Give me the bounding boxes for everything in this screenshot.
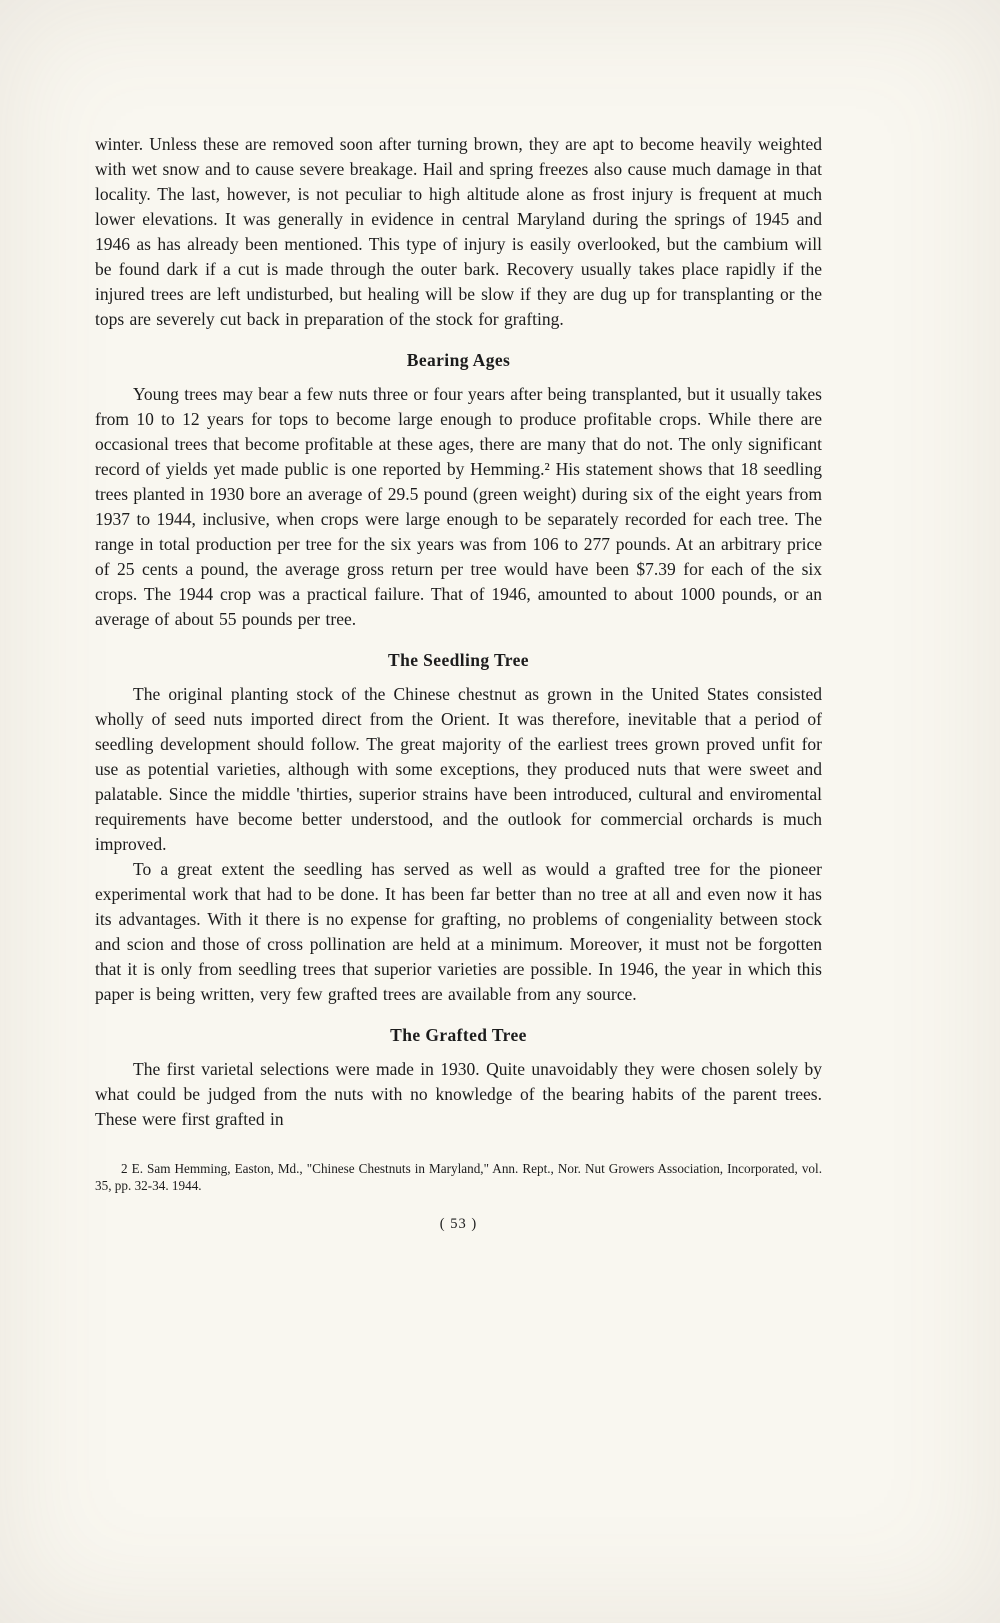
heading-seedling-tree: The Seedling Tree <box>388 650 529 670</box>
heading-grafted-tree: The Grafted Tree <box>390 1025 527 1045</box>
paragraph-bearing-ages: Young trees may bear a few nuts three or four years after being transplanted, but it usually takes from 10 to 12 years for tops to become large enough to produce profitable crops. While there are occasional trees that become profitable at these ages, there are many that do not. The only significant record of yields yet made public is one reported by Hemming.² His statement shows that 18 seedling trees planted in 1930 bore an average of 29.5 pound (green weight) during six of the eight years from 1937 to 1944, inclusive, when crops were large enough to be separately recorded for each tree. The range in total production per tree for the six years was from 106 to 277 pounds. At an arbitrary price of 25 cents a pound, the average gross return per tree would have been $7.39 for each of the six crops. The 1944 crop was a practical failure. That of 1946, amounted to about 1000 pounds, or an average of about 55 pounds per tree. <box>95 384 823 629</box>
paragraph-seedling-tree-1: The original planting stock of the Chinese chestnut as grown in the United States consisted wholly of seed nuts imported direct from the Orient. It was therefore, inevitable that a period of seedling development should follow. The great majority of the earliest trees grown proved unfit for use as potential varieties, although with some exceptions, they produced nuts that were sweet and palatable. Since the middle 'thirties, superior strains have been introduced, cultural and enviromental requirements have become better understood, and the outlook for commercial orchards is much improved. <box>95 684 822 854</box>
heading-bearing-ages: Bearing Ages <box>406 350 511 370</box>
paragraph-winter-continuation: winter. Unless these are removed soon after turning brown, they are apt to become heavily weighted with wet snow and to cause severe breakage. Hail and spring freezes also cause much damage in that locality. The last, however, is not peculiar to high altitude alone as frost injury is frequent at much lower elevations. It was generally in evidence in central Maryland during the springs of 1945 and 1946 as has already been mentioned. This type of injury is easily overlooked, but the cambium will be found dark if a cut is made through the outer bark. Recovery usually takes place rapidly if the injured trees are left undisturbed, but healing will be slow if they are dug up for transplanting or the tops are severely cut back in preparation of the stock for grafting. <box>95 134 822 329</box>
paragraph-seedling-tree-2: To a great extent the seedling has served as well as would a grafted tree for the pioneer experimental work that had to be done. It has been far better than no tree at all and even now it has its advantages. With it there is no expense for grafting, no problems of congeniality between stock and scion and those of cross pollination are held at a minimum. Moreover, it must not be forgotten that it is only from seedling trees that superior varieties are possible. In 1946, the year in which this paper is being written, very few grafted trees are available from any source. <box>95 859 822 1004</box>
paragraph-grafted-tree: The first varietal selections were made in 1930. Quite unavoidably they were chosen solely by what could be judged from the nuts with no knowledge of the bearing habits of the parent trees. These were first grafted in <box>95 1059 822 1129</box>
footnote <box>95 1160 822 1194</box>
page-number: ( 53 ) <box>439 1216 478 1232</box>
footnote-text: 2 E. Sam Hemming, Easton, Md., "Chinese Chestnuts in Maryland," Ann. Rept., Nor. Nut Growers Association, Incorporated, vol. 35, pp. 32-34. 1944. <box>95 1161 822 1193</box>
